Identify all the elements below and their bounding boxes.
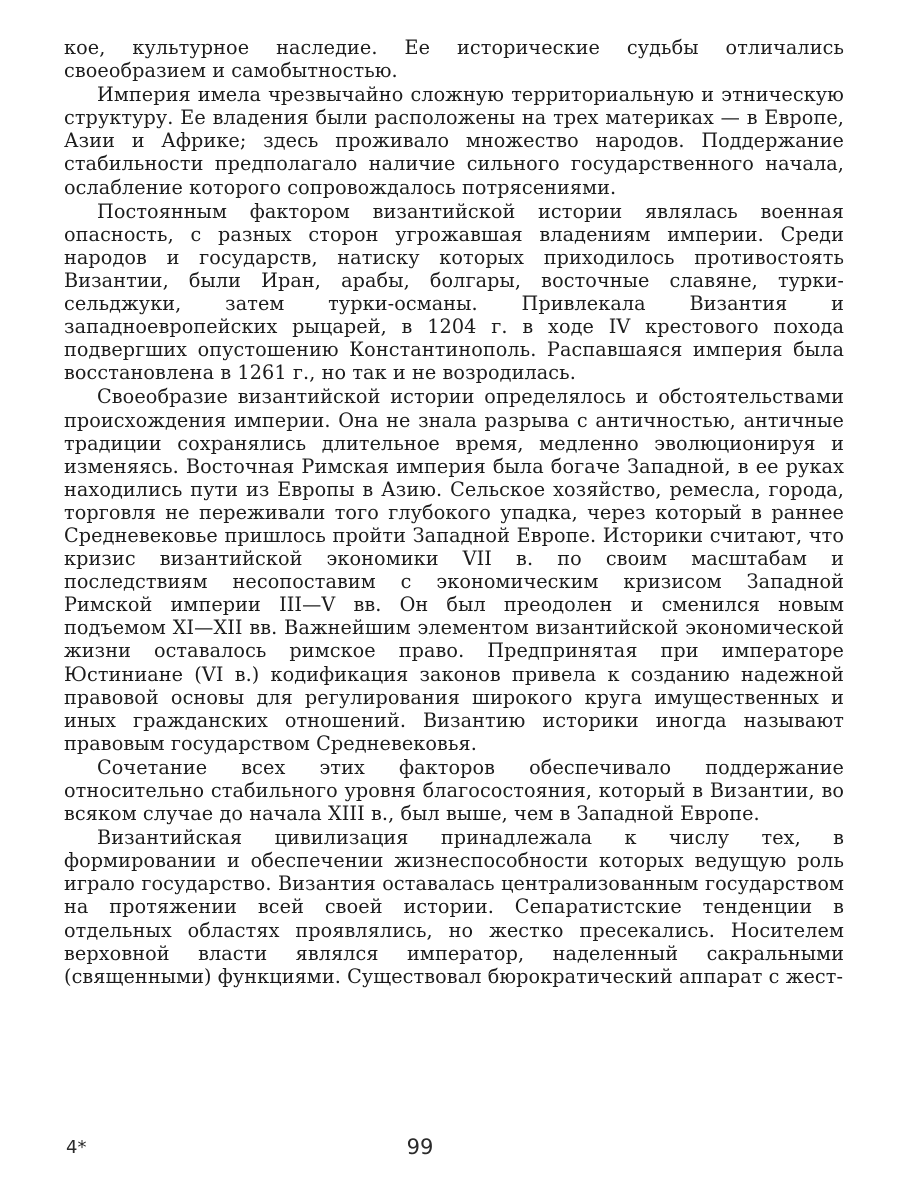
- paragraph-territorial-structure: Империя имела чрезвычайно сложную территориальную и этническую структуру. Ее владения были расположены на трех материках — в Европе, Азии и Африке; здесь проживало множество народов. Поддержание стабильности предполагало наличие сильного государственного начала, ослабление которого сопровождалось потрясениями.: [64, 83, 844, 199]
- paragraph-state-role: Византийская цивилизация принадлежала к числу тех, в формировании и обеспечении жизнеспособности которых ведущую роль играло государство. Византия оставалась централизованным государством на протяжении всей своей истории. Сепаратистские тенденции в отдельных областях проявлялись, но жестко пресекались. Носителем верховной власти являлся император, наделенный сакральными (священными) функциями. Существовал бюрократический аппарат с жест-: [64, 826, 844, 988]
- paragraph-continuation: кое, культурное наследие. Ее исторические судьбы отличались своеобразием и самобытностью.: [64, 36, 844, 83]
- paragraph-prosperity: Сочетание всех этих факторов обеспечивало поддержание относительно стабильного уровня благосостояния, который в Византии, во всяком случае до начала XIII в., был выше, чем в Западной Европе.: [64, 755, 844, 826]
- page-text-block: [64, 36, 844, 989]
- page-footer: [0, 1137, 914, 1163]
- signature-mark: 4*: [66, 1137, 87, 1158]
- paragraph-military-danger: Постоянным фактором византийской истории являлась военная опасность, с разных сторон угрожавшая владениям империи. Среди народов и государств, натиску которых приходилось противостоять Византии, были Иран, арабы, болгары, восточные славяне, турки-сельджуки, затем турки-османы. Привлекала Византия и западноевропейских рыцарей, в 1204 г. в ходе IV крестового похода подвергших опустошению Константинополь. Распавшаяся империя была восстановлена в 1261 г., но так и не возродилась.: [64, 199, 844, 385]
- page-number: 99: [406, 1135, 434, 1159]
- paragraph-origins-economy-law: Своеобразие византийской истории определялось и обстоятельствами происхождения империи. Она не знала разрыва с античностью, античные традиции сохранялись длительное время, медленно эволюционируя и изменяясь. Восточная Римская империя была богаче Западной, в ее руках находились пути из Европы в Азию. Сельское хозяйство, ремесла, города, торговля не переживали того глубокого упадка, через который в раннее Средневековье пришлось пройти Западной Европе. Историки считают, что кризис византийской экономики VII в. по своим масштабам и последствиям несопоставим с экономическим кризисом Западной Римской империи III—V вв. Он был преодолен и сменился новым подъемом XI—XII вв. Важнейшим элементом византийской экономической жизни оставалось римское право. Предпринятая при императоре Юстиниане (VI в.) кодификация законов привела к созданию надежной правовой основы для регулирования широкого круга имущественных и иных гражданских отношений. Византию историки иногда называют правовым государством Средневековья.: [64, 385, 844, 755]
